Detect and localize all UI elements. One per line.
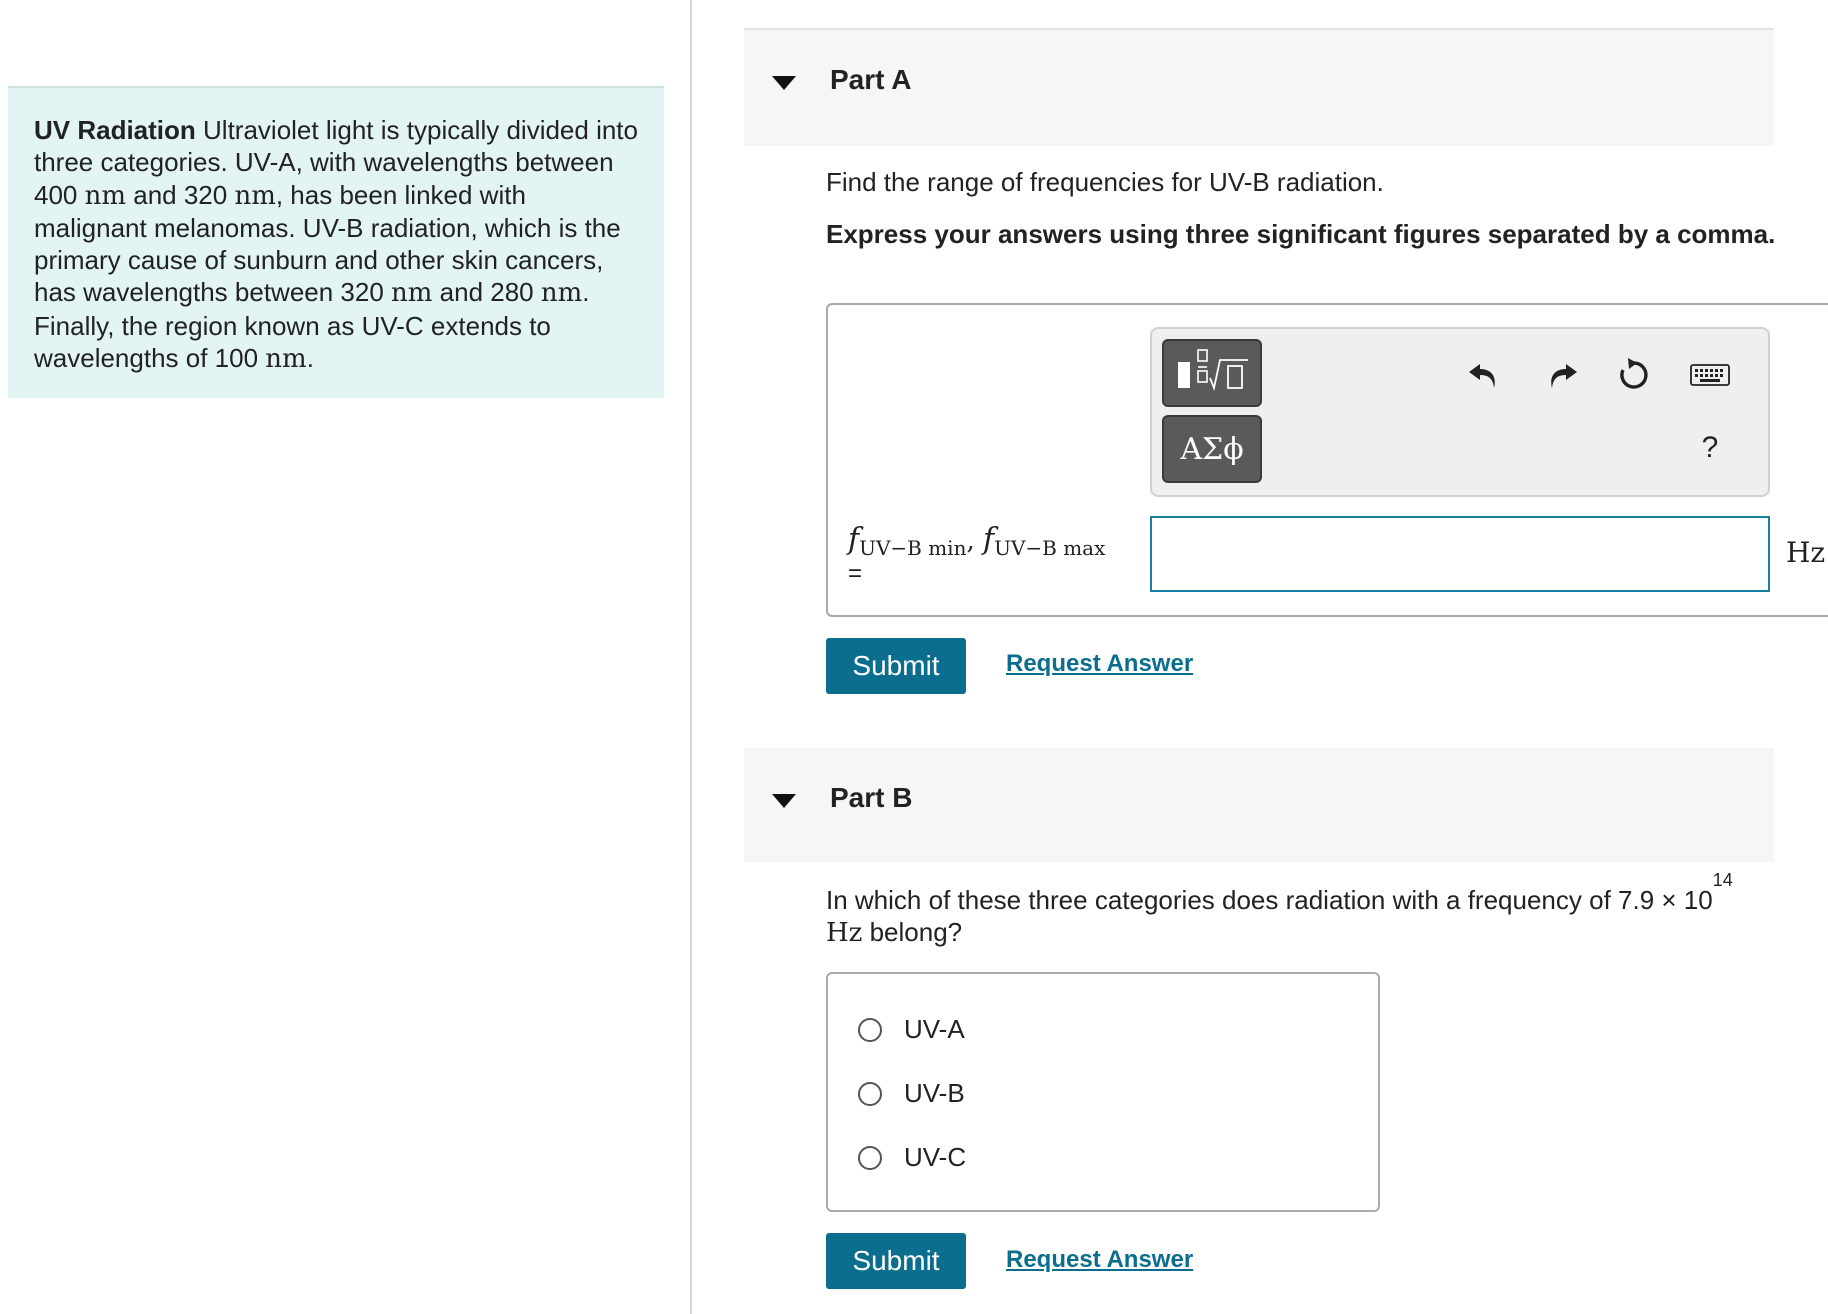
greek-symbols-button[interactable]: ΑΣϕ [1162,415,1262,483]
radio-button[interactable] [858,1082,882,1106]
part-b-request-answer-link[interactable]: Request Answer [1006,1246,1194,1273]
variable-f: f [983,522,995,557]
part-a-question: Find the range of frequencies for UV-B radiation. [826,167,1384,197]
variable-f: f [848,522,860,557]
undo-icon[interactable] [1462,355,1506,395]
answer-unit: Hz [1786,536,1826,569]
choice-label: UV-B [904,1078,965,1108]
part-b-header[interactable] [744,748,1774,862]
unit-nm: nm [540,278,583,309]
variable-separator: , [966,526,983,556]
variable-subscript: UV−B max [994,536,1106,560]
collapse-triangle-icon[interactable] [772,76,796,90]
question-text: In which of these three categories does radiation with a frequency of 7.9 × 10 [826,885,1713,915]
part-a-submit-button[interactable]: Submit [826,638,966,694]
intro-text: and 280 [432,277,541,308]
keyboard-icon[interactable] [1688,355,1732,395]
radio-button[interactable] [858,1146,882,1170]
column-divider [690,0,692,1314]
intro-text: and 320 [126,179,235,210]
intro-text: Ultraviolet light is typically divided into three categories. UV-A, with wavelengths between 400 [34,115,638,210]
unit-nm: nm [84,180,127,211]
templates-icon [1172,348,1252,398]
question-text: belong? [862,917,963,947]
intro-text: . [306,343,314,374]
unit-hz: Hz [826,918,863,948]
help-button[interactable]: ? [1701,431,1719,464]
part-a-header[interactable] [744,28,1774,146]
math-toolbar [1150,327,1770,497]
part-a-instruction: Express your answers using three significant figures separated by a comma. [826,219,1776,249]
choice-uv-c[interactable] [858,1142,966,1173]
answer-variable-label [848,522,1106,560]
part-b-question [826,870,1796,949]
unit-nm: nm [234,180,276,211]
intro-text: . Finally, the region known as UV-C extends to wavelengths of 100 [34,277,590,374]
reset-icon[interactable] [1612,355,1656,395]
collapse-triangle-icon[interactable] [772,794,796,808]
choice-uv-b[interactable] [858,1078,965,1109]
intro-panel [8,86,664,398]
choice-uv-a[interactable] [858,1014,965,1045]
redo-icon[interactable] [1540,355,1584,395]
part-b-submit-button[interactable]: Submit [826,1233,966,1289]
choices-box [826,972,1380,1212]
variable-subscript: UV−B min [859,536,967,560]
part-a-request-answer-link[interactable]: Request Answer [1006,650,1194,677]
intro-title: UV Radiation [34,115,196,145]
templates-button[interactable] [1162,339,1262,407]
intro-text: , has been linked with malignant melanomas. UV-B radiation, which is the primary cause of sunburn and other skin cancers, has wavelengths between 320 [34,179,621,308]
choice-label: UV-A [904,1014,965,1044]
answer-input[interactable] [1150,516,1770,592]
part-a-title: Part A [830,64,912,95]
equals-sign: = [848,560,863,587]
exponent: 14 [1712,870,1733,890]
radio-button[interactable] [858,1018,882,1042]
unit-nm: nm [391,278,433,309]
choice-label: UV-C [904,1142,967,1172]
part-b-title: Part B [830,782,913,813]
unit-nm: nm [265,344,307,375]
